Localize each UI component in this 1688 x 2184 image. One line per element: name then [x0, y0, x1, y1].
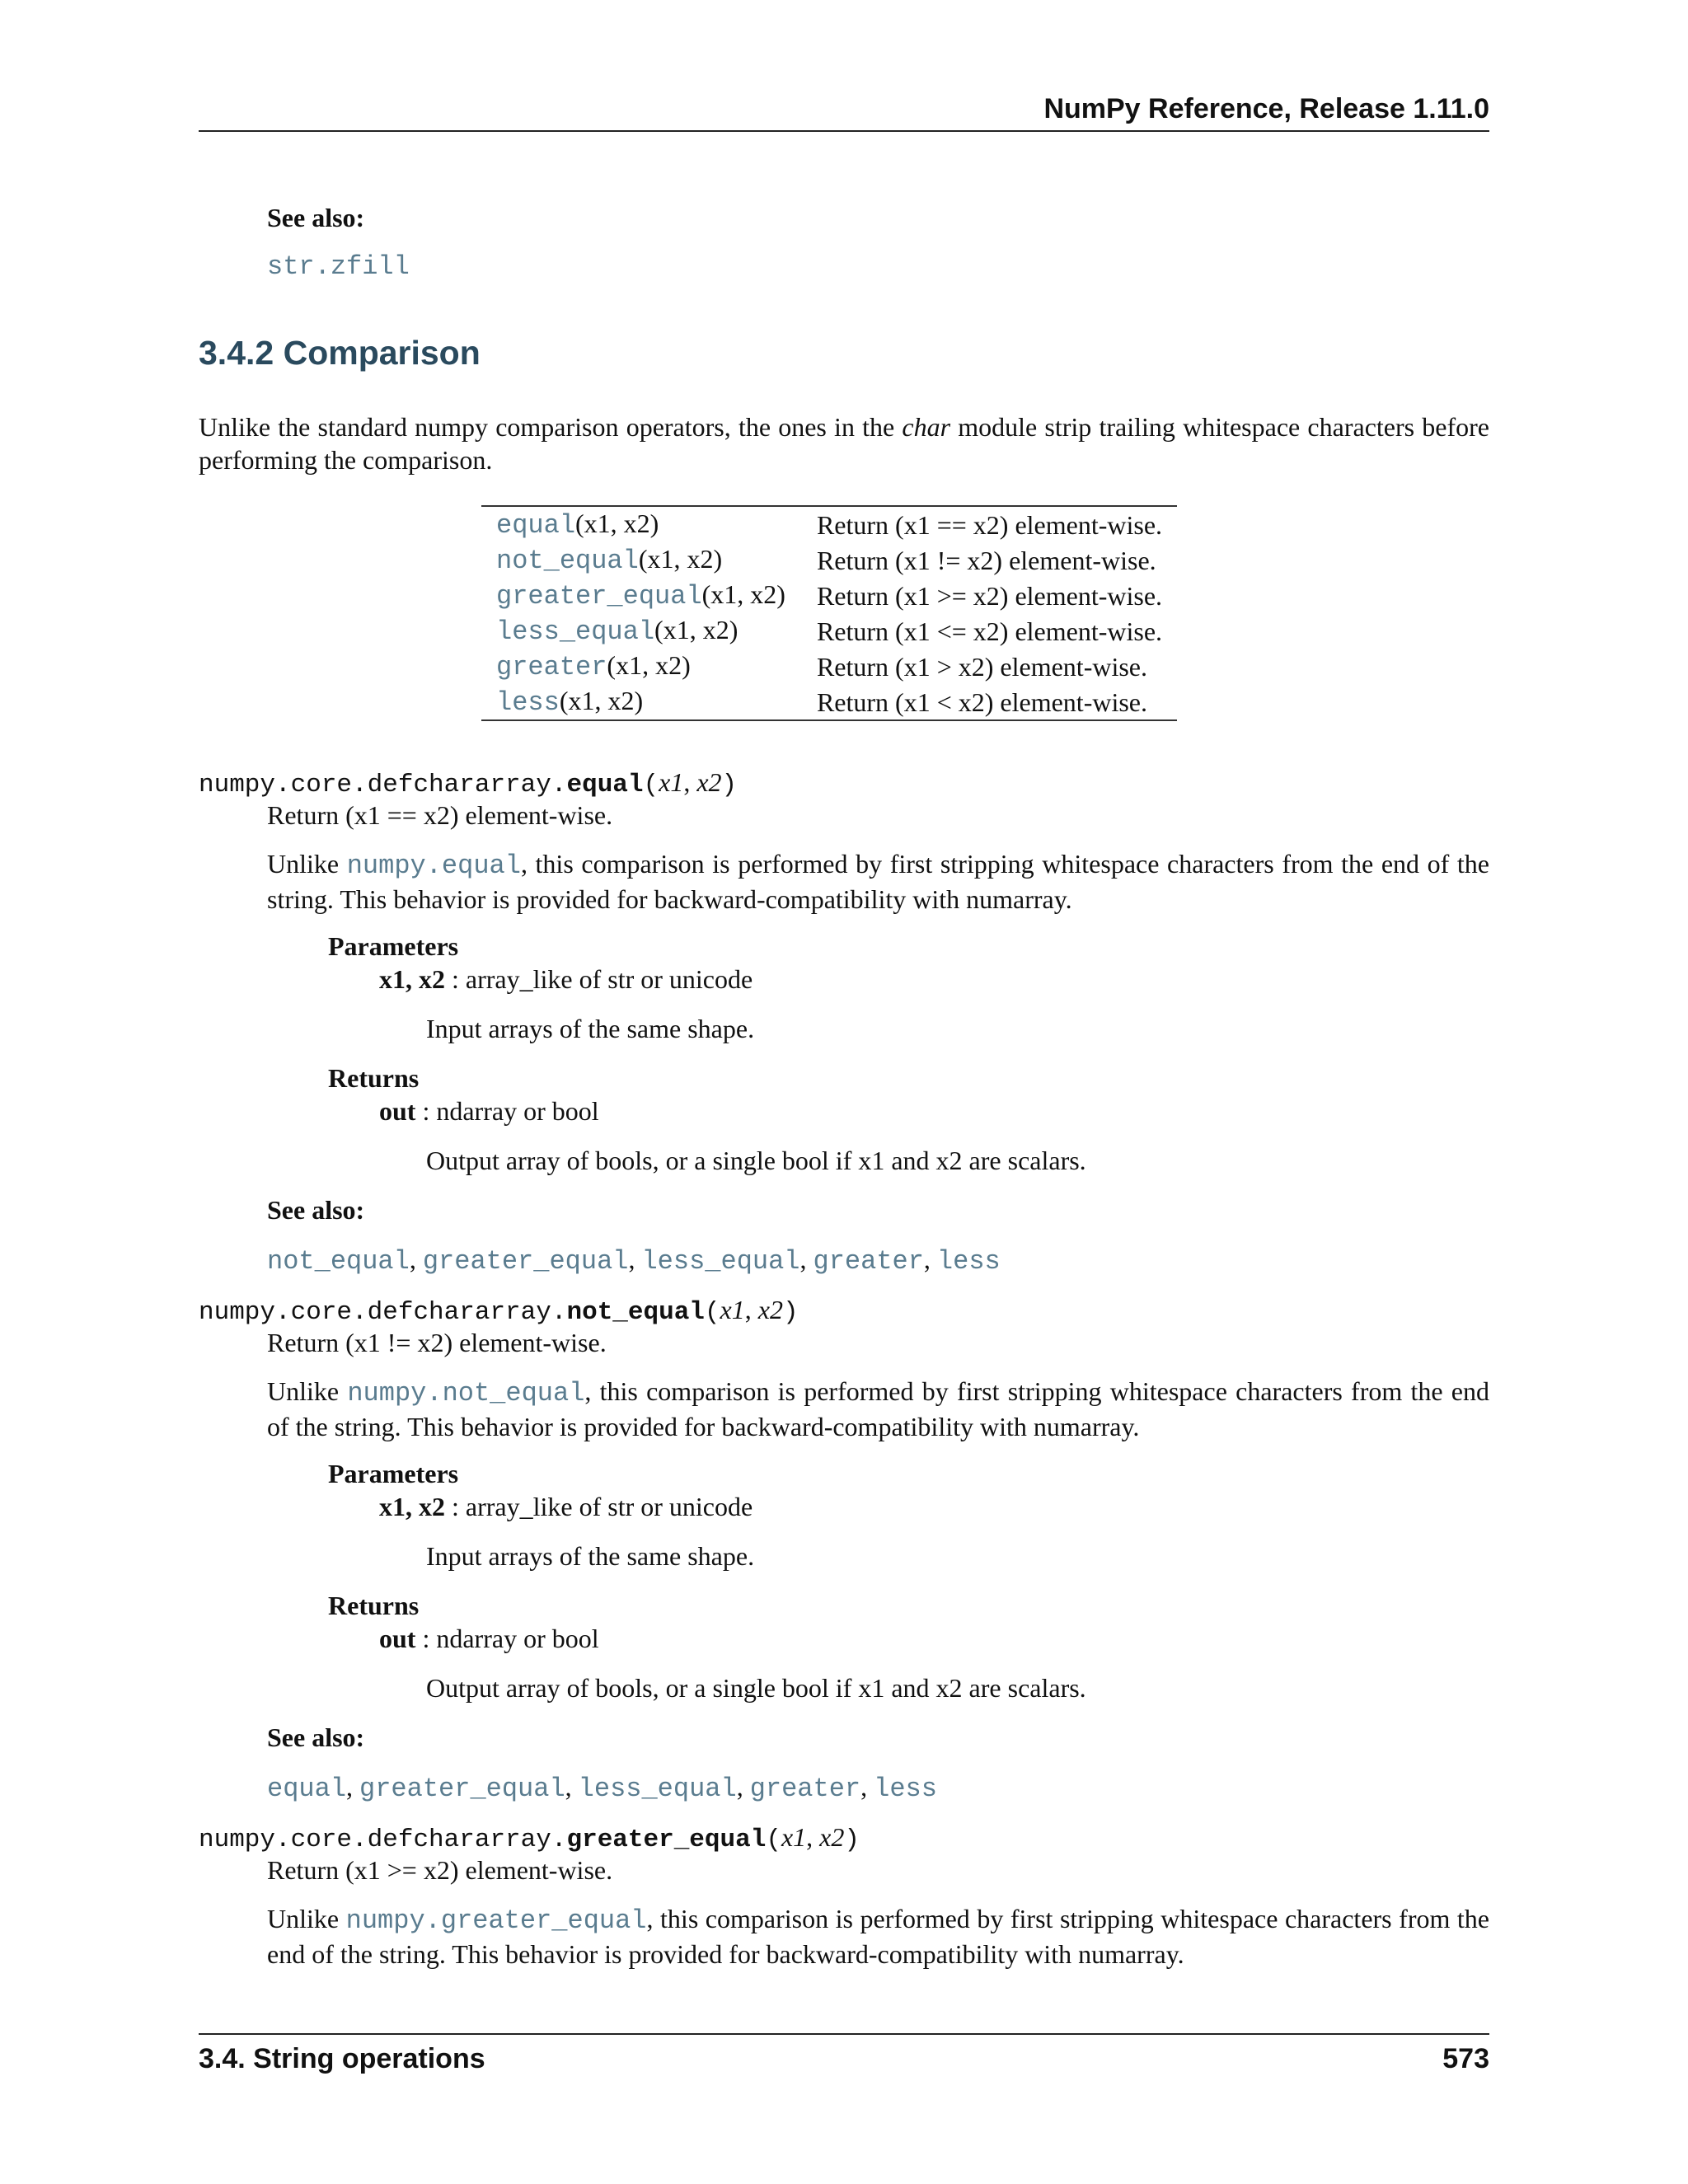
return-desc-not-equal: Output array of bools, or a single bool if x1 and x2 are scalars.	[426, 1673, 1086, 1703]
comparison-table-row	[481, 578, 1177, 613]
table-args: (x1, x2)	[575, 509, 659, 538]
parameters-label-equal: Parameters	[328, 931, 459, 961]
comparison-function-cell	[481, 578, 800, 613]
header-rule	[199, 130, 1489, 132]
comparison-table-row	[481, 506, 1177, 542]
see-also-link-less-equal[interactable]: less_equal	[578, 1774, 737, 1804]
comparison-function-cell	[481, 613, 800, 649]
separator: ,	[736, 1772, 750, 1802]
function-name-greater-equal: greater_equal	[566, 1825, 767, 1854]
footer-section-title: 3.4. String operations	[199, 2043, 485, 2074]
separator: ,	[799, 1244, 814, 1274]
signature-equal: numpy.core.defchararray.equal(x1, x2)	[199, 767, 738, 799]
table-args: (x1, x2)	[559, 686, 644, 715]
see-also-link-less[interactable]: less	[874, 1774, 937, 1804]
comparison-description-cell: Return (x1 > x2) element-wise.	[816, 651, 1147, 682]
comparison-description-cell: Return (x1 >= x2) element-wise.	[816, 580, 1163, 611]
section-intro: Unlike the standard numpy comparison operators, the ones in the char module strip trailing whitespace characters before performing the comparison.	[199, 412, 1490, 475]
table-args: (x1, x2)	[607, 650, 691, 680]
see-also-label: See also:	[267, 203, 365, 232]
param-desc-equal: Input arrays of the same shape.	[426, 1014, 755, 1043]
param-equal: x1, x2 : array_like of str or unicode	[379, 964, 753, 994]
separator: ,	[409, 1244, 423, 1274]
comparison-function-cell	[481, 506, 800, 542]
see-also-link-str-zfill[interactable]: str.zfill	[267, 251, 410, 282]
see-also-link-greater-equal[interactable]: greater_equal	[359, 1774, 565, 1804]
see-also-link-not-equal[interactable]: not_equal	[267, 1246, 410, 1277]
see-also-link-greater[interactable]: greater	[749, 1774, 861, 1804]
separator: ,	[860, 1772, 874, 1802]
table-link-greater-equal[interactable]: greater_equal	[496, 581, 702, 612]
link-numpy-greater-equal[interactable]: numpy.greater_equal	[345, 1905, 647, 1936]
comparison-table	[481, 505, 1177, 721]
see-also-label-not-equal: See also:	[267, 1722, 365, 1752]
return-desc-equal: Output array of bools, or a single bool if x1 and x2 are scalars.	[426, 1146, 1086, 1175]
summary-not-equal: Return (x1 != x2) element-wise.	[267, 1328, 607, 1357]
running-header-title: NumPy Reference, Release 1.11.0	[1043, 93, 1489, 124]
see-also-link-equal[interactable]: equal	[267, 1774, 347, 1804]
comparison-table-row	[481, 649, 1177, 684]
separator: ,	[565, 1772, 579, 1802]
table-link-not-equal[interactable]: not_equal	[496, 546, 639, 576]
page-number: 573	[1442, 2043, 1489, 2074]
summary-greater-equal: Return (x1 >= x2) element-wise.	[267, 1855, 613, 1885]
separator: ,	[628, 1244, 642, 1274]
body-greater-equal: Unlike numpy.greater_equal, this comparison is performed by first stripping whitespace characters from the end of the string. This behavior is provided for backward-compatibility with numarray.	[267, 1904, 1490, 1969]
table-args: (x1, x2)	[701, 579, 785, 609]
comparison-description-cell: Return (x1 != x2) element-wise.	[816, 545, 1156, 575]
parameters-label-not-equal: Parameters	[328, 1459, 459, 1488]
param-not-equal: x1, x2 : array_like of str or unicode	[379, 1492, 753, 1521]
return-equal: out : ndarray or bool	[379, 1096, 599, 1126]
link-numpy-equal[interactable]: numpy.equal	[346, 851, 521, 881]
char-module-emphasis: char	[902, 412, 951, 442]
body-not-equal: Unlike numpy.not_equal, this comparison is performed by first stripping whitespace characters from the end of the string. This behavior is provided for backward-compatibility with numarray.	[267, 1376, 1490, 1441]
see-also-link-greater[interactable]: greater	[813, 1246, 924, 1277]
see-also-label-equal: See also:	[267, 1195, 365, 1225]
see-also-link-less-equal[interactable]: less_equal	[641, 1246, 800, 1277]
separator: ,	[923, 1244, 937, 1274]
comparison-description-cell: Return (x1 == x2) element-wise.	[816, 509, 1163, 540]
comparison-description-cell: Return (x1 <= x2) element-wise.	[816, 616, 1163, 646]
function-name-equal: equal	[566, 771, 644, 799]
comparison-table-row	[481, 684, 1177, 720]
comparison-table-row	[481, 542, 1177, 578]
signature-greater-equal: numpy.core.defchararray.greater_equal(x1, x2)	[199, 1822, 860, 1854]
summary-equal: Return (x1 == x2) element-wise.	[267, 800, 613, 830]
table-link-greater[interactable]: greater	[496, 652, 607, 682]
separator: ,	[346, 1772, 360, 1802]
function-name-not-equal: not_equal	[566, 1298, 705, 1327]
table-link-equal[interactable]: equal	[496, 510, 576, 541]
param-desc-not-equal: Input arrays of the same shape.	[426, 1541, 755, 1571]
table-args: (x1, x2)	[654, 615, 738, 644]
comparison-description-cell: Return (x1 < x2) element-wise.	[816, 687, 1147, 717]
table-link-less[interactable]: less	[496, 687, 560, 718]
link-numpy-not-equal[interactable]: numpy.not_equal	[347, 1378, 585, 1408]
table-link-less-equal[interactable]: less_equal	[496, 616, 655, 647]
comparison-table-row	[481, 613, 1177, 649]
body-equal: Unlike numpy.equal, this comparison is performed by first stripping whitespace characters from the end of the string. This behavior is provided for backward-compatibility with numarray.	[267, 849, 1490, 914]
returns-label-equal: Returns	[328, 1063, 420, 1093]
see-also-link-greater-equal[interactable]: greater_equal	[422, 1246, 629, 1277]
section-heading: 3.4.2 Comparison	[199, 334, 481, 372]
return-not-equal: out : ndarray or bool	[379, 1624, 599, 1653]
comparison-function-cell	[481, 649, 800, 684]
see-also-list-equal	[267, 1243, 1001, 1278]
signature-not-equal: numpy.core.defchararray.not_equal(x1, x2)	[199, 1295, 799, 1327]
see-also-list-not-equal	[267, 1770, 937, 1806]
table-args: (x1, x2)	[638, 544, 723, 574]
comparison-function-cell	[481, 684, 800, 720]
returns-label-not-equal: Returns	[328, 1591, 420, 1620]
see-also-link-less[interactable]: less	[936, 1246, 1001, 1277]
comparison-function-cell	[481, 542, 800, 578]
footer-rule	[199, 2033, 1489, 2035]
